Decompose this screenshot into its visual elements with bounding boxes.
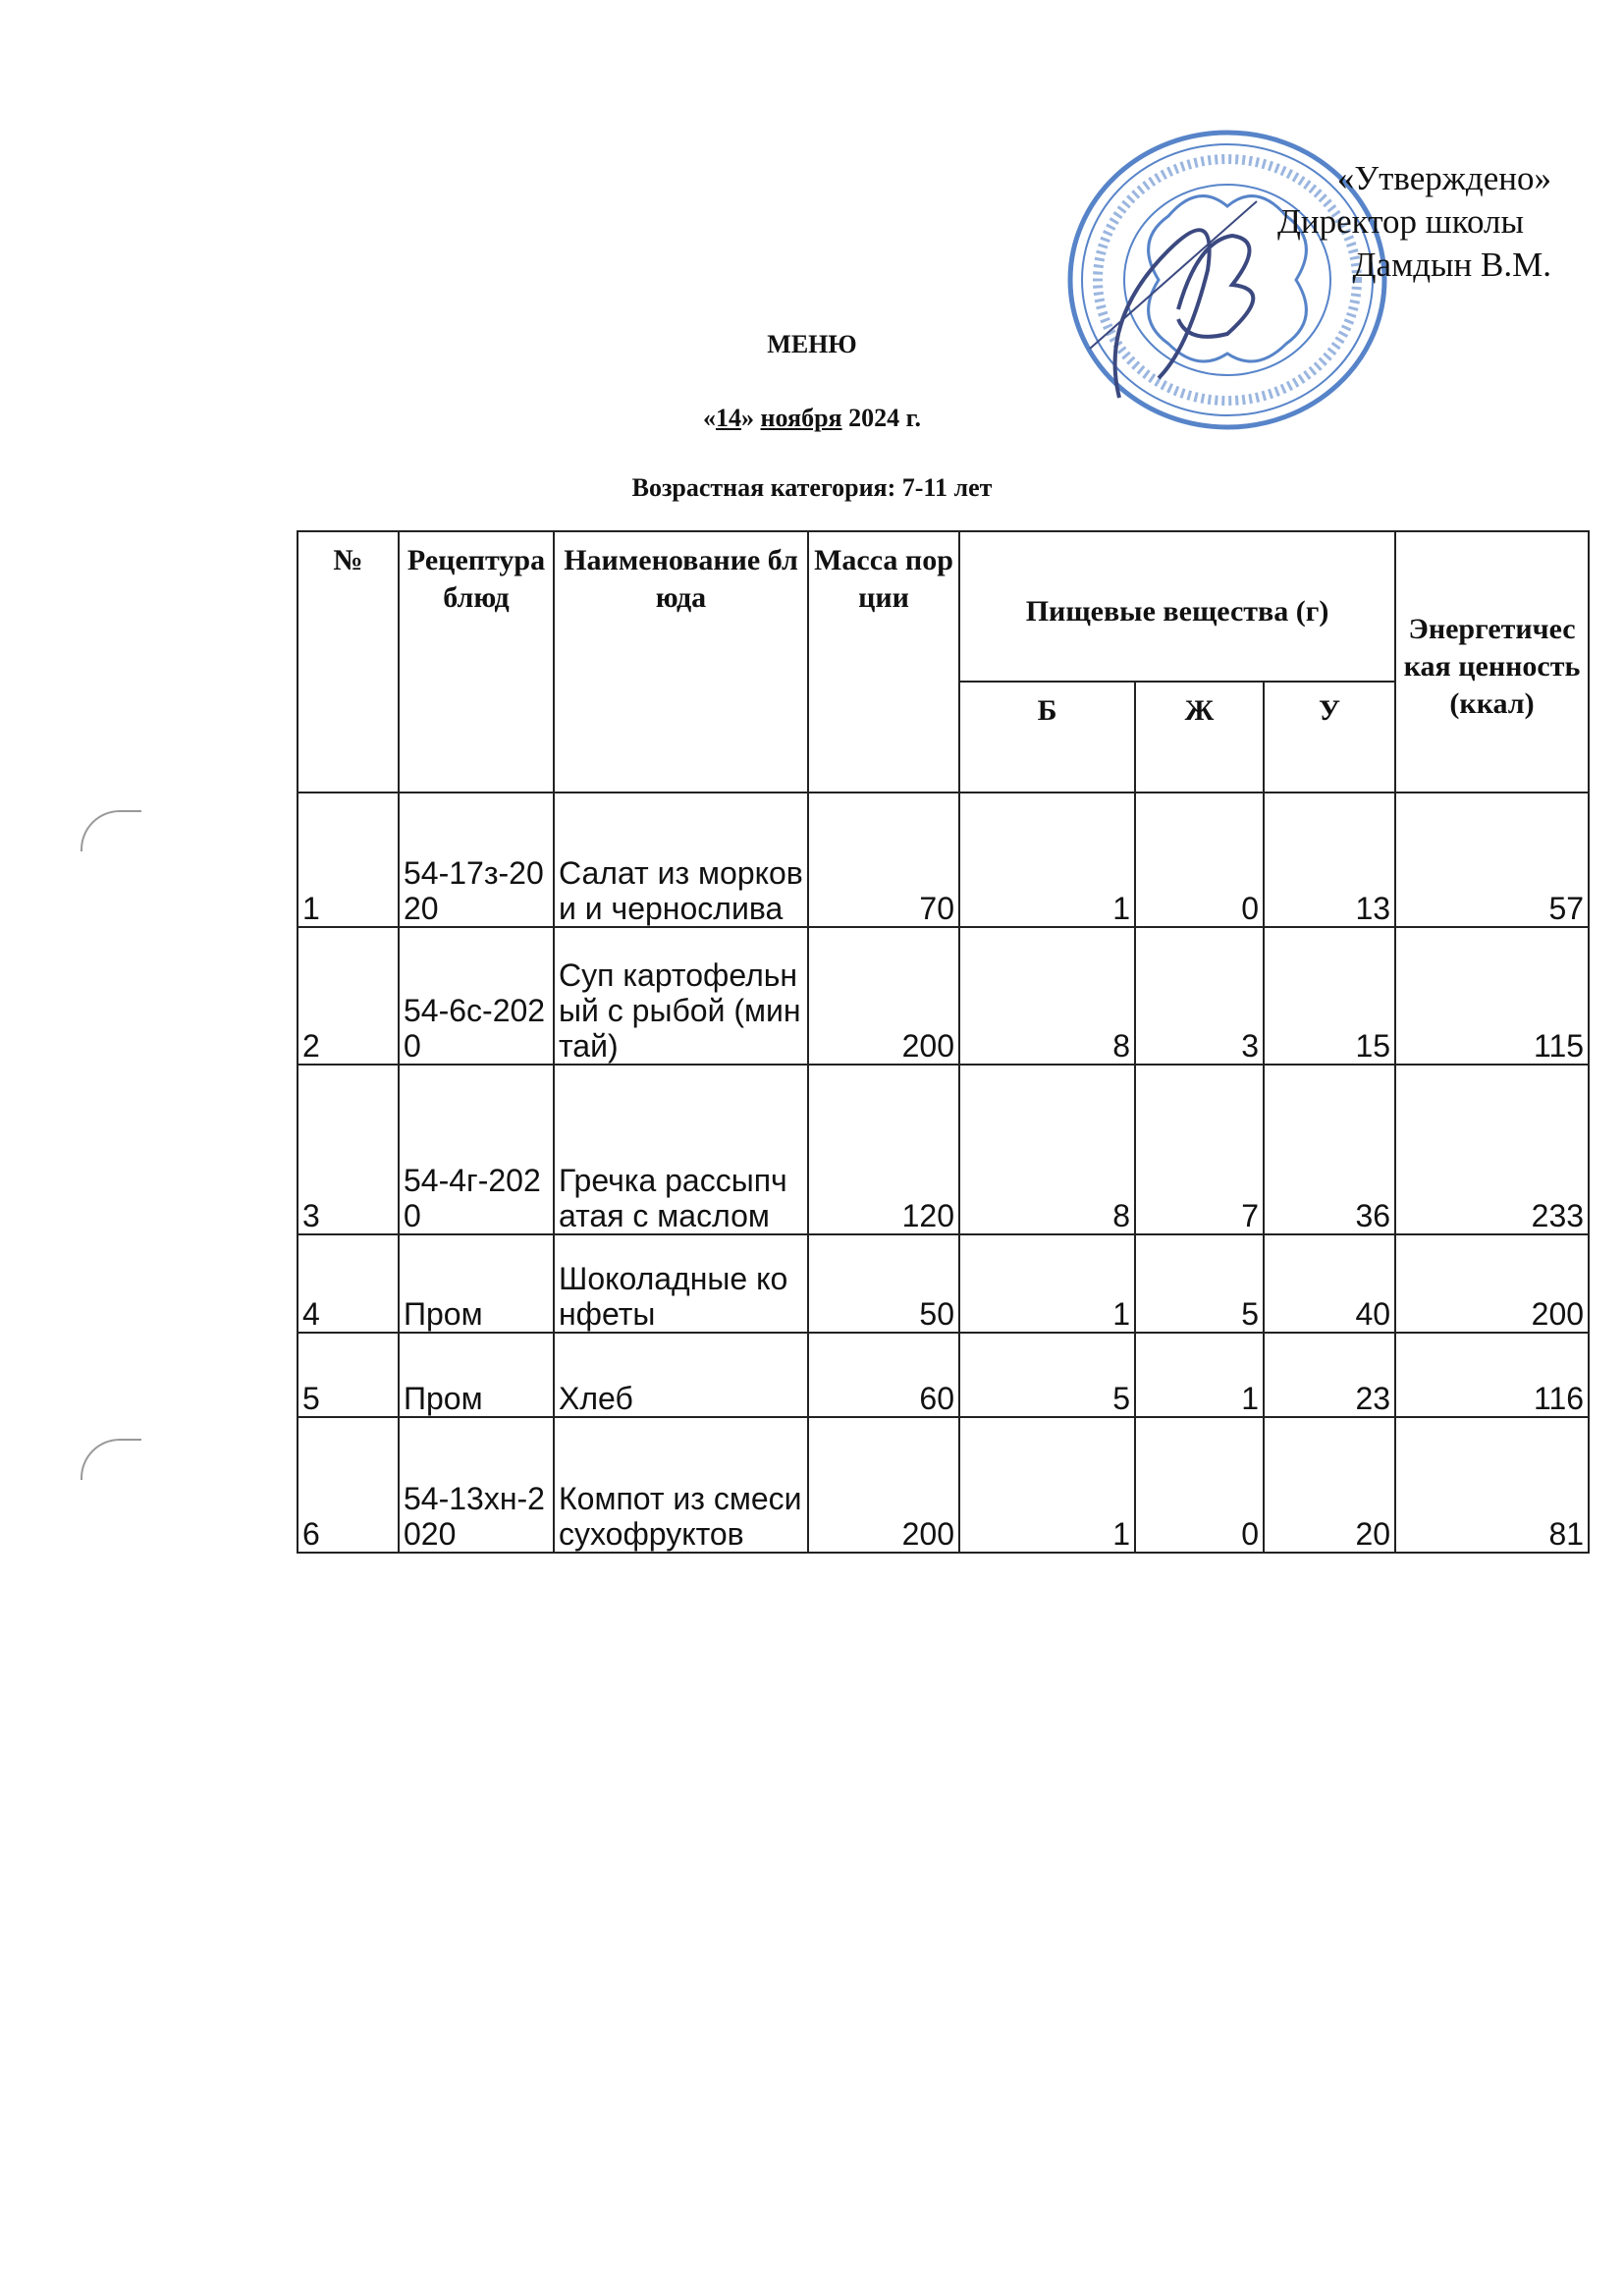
table-row [298, 1065, 1589, 1234]
header-nutrients: Пищевые вещества (г) [959, 531, 1395, 682]
page-title: МЕНЮ [767, 330, 857, 358]
cell-zh: 0 [1135, 1417, 1264, 1553]
header-carbs: У [1264, 682, 1395, 793]
cell-recipe: 54-4г-2020 [399, 1065, 554, 1234]
cell-mass: 200 [808, 927, 959, 1065]
cell-b: 8 [959, 927, 1135, 1065]
table-row [298, 927, 1589, 1065]
cell-recipe: Пром [399, 1234, 554, 1333]
header-fat: Ж [1135, 682, 1264, 793]
cell-name: Салат из моркови и чернослива [554, 793, 808, 927]
cell-energy: 115 [1395, 927, 1589, 1065]
header-mass: Масса порции [808, 531, 959, 793]
header-no: № [298, 531, 399, 793]
cell-u: 15 [1264, 927, 1395, 1065]
approver-position: Директор школы [1277, 202, 1524, 241]
header-recipe: Рецептура блюд [399, 531, 554, 793]
menu-date [0, 404, 1624, 433]
cell-energy: 116 [1395, 1333, 1589, 1417]
approval-label: «Утверждено» [1336, 159, 1551, 197]
cell-name: Компот из смеси сухофруктов [554, 1417, 808, 1553]
cell-b: 1 [959, 793, 1135, 927]
cell-recipe: Пром [399, 1333, 554, 1417]
date-quote-close: » [741, 404, 755, 432]
header-energy: Энергетическая ценность (ккал) [1395, 531, 1589, 793]
cell-recipe: 54-13хн-2020 [399, 1417, 554, 1553]
cell-zh: 3 [1135, 927, 1264, 1065]
approval-block [1277, 157, 1551, 287]
punch-hole-mark [81, 1439, 141, 1480]
cell-b: 1 [959, 1234, 1135, 1333]
cell-energy: 233 [1395, 1065, 1589, 1234]
cell-mass: 200 [808, 1417, 959, 1553]
cell-no: 2 [298, 927, 399, 1065]
cell-u: 23 [1264, 1333, 1395, 1417]
table-row [298, 793, 1589, 927]
cell-no: 6 [298, 1417, 399, 1553]
cell-u: 36 [1264, 1065, 1395, 1234]
date-quote-open: « [703, 404, 717, 432]
cell-name: Хлеб [554, 1333, 808, 1417]
cell-no: 5 [298, 1333, 399, 1417]
cell-zh: 7 [1135, 1065, 1264, 1234]
cell-energy: 200 [1395, 1234, 1589, 1333]
cell-u: 40 [1264, 1234, 1395, 1333]
date-year: 2024 г. [848, 404, 921, 432]
cell-b: 5 [959, 1333, 1135, 1417]
cell-mass: 120 [808, 1065, 959, 1234]
cell-no: 4 [298, 1234, 399, 1333]
cell-zh: 1 [1135, 1333, 1264, 1417]
table-row [298, 1417, 1589, 1553]
cell-name: Суп картофельный с рыбой (минтай) [554, 927, 808, 1065]
age-category: Возрастная категория: 7-11 лет [631, 473, 993, 502]
cell-recipe: 54-17з-2020 [399, 793, 554, 927]
cell-mass: 60 [808, 1333, 959, 1417]
cell-mass: 70 [808, 793, 959, 927]
cell-mass: 50 [808, 1234, 959, 1333]
table-row [298, 1333, 1589, 1417]
cell-name: Гречка рассыпчатая с маслом [554, 1065, 808, 1234]
header-protein: Б [959, 682, 1135, 793]
cell-u: 20 [1264, 1417, 1395, 1553]
date-day: 14 [716, 404, 742, 432]
cell-energy: 57 [1395, 793, 1589, 927]
cell-no: 1 [298, 793, 399, 927]
cell-u: 13 [1264, 793, 1395, 927]
cell-recipe: 54-6с-2020 [399, 927, 554, 1065]
menu-table [297, 530, 1590, 1554]
cell-energy: 81 [1395, 1417, 1589, 1553]
punch-hole-mark [81, 810, 141, 851]
table-row [298, 1234, 1589, 1333]
date-month: ноября [760, 404, 842, 432]
cell-b: 1 [959, 1417, 1135, 1553]
cell-no: 3 [298, 1065, 399, 1234]
header-name: Наименование блюда [554, 531, 808, 793]
cell-b: 8 [959, 1065, 1135, 1234]
cell-name: Шоколадные конфеты [554, 1234, 808, 1333]
approver-name: Дамдын В.М. [1352, 246, 1551, 284]
cell-zh: 0 [1135, 793, 1264, 927]
cell-zh: 5 [1135, 1234, 1264, 1333]
